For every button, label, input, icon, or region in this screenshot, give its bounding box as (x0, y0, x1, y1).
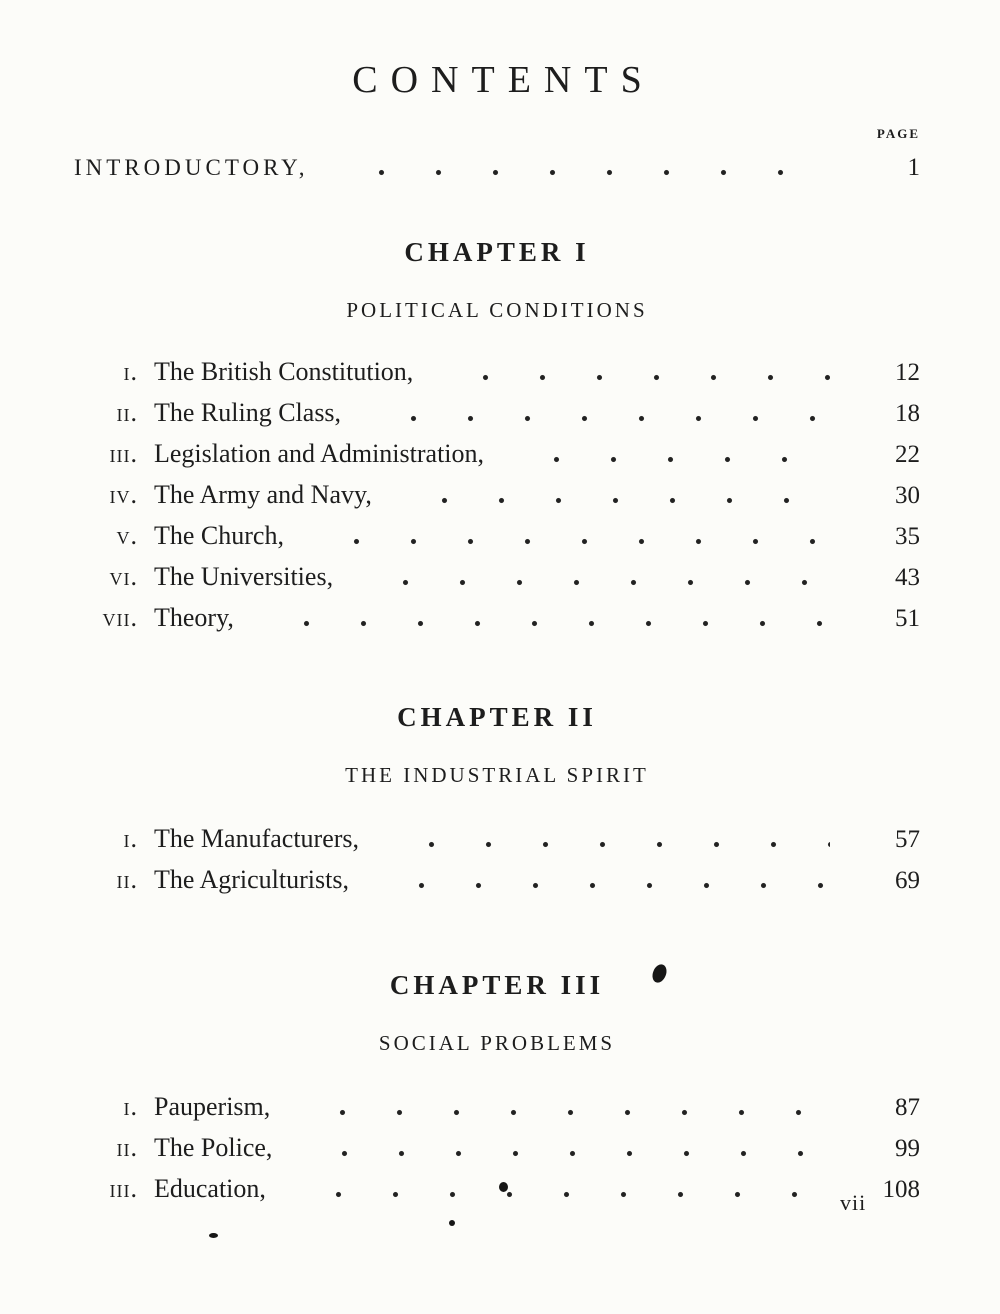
chapter-entries (74, 1087, 920, 1210)
toc-entry (74, 1128, 920, 1169)
entry-title: Pauperism, (154, 1092, 271, 1121)
dot-leader (402, 475, 830, 516)
chapter-subheading: POLITICAL CONDITIONS (346, 298, 648, 322)
entry-numeral: vi. (109, 562, 138, 591)
chapter-entries (74, 352, 920, 639)
chapter-heading: CHAPTER II (397, 702, 597, 732)
dot-leader (363, 557, 830, 598)
entry-page-number: 57 (895, 826, 920, 853)
entry-page-number: 69 (895, 867, 920, 894)
entry-title: INTRODUCTORY, (74, 155, 309, 180)
entry-page-number: 12 (895, 359, 920, 386)
entry-numeral: iii. (109, 1174, 138, 1203)
toc-entry (74, 819, 920, 860)
entry-title: Legislation and Administration, (154, 439, 485, 468)
dot-leader (339, 148, 830, 188)
dot-leader (371, 393, 830, 434)
chapter-heading: CHAPTER III (389, 970, 605, 1000)
entry-title: The Manufacturers, (154, 824, 360, 853)
entry-page-number: 43 (895, 564, 920, 591)
ink-blot (209, 1233, 218, 1238)
page-column-header (74, 126, 920, 142)
toc-entry (74, 860, 920, 901)
entry-numeral: ii. (116, 865, 138, 894)
entry-title: The Universities, (154, 562, 334, 591)
entry-title: The Agriculturists, (154, 865, 349, 894)
entry-page-number: 35 (895, 523, 920, 550)
dot-leader (389, 819, 830, 860)
entry-title: The British Constitution, (154, 357, 414, 386)
entry-title: Theory, (154, 603, 234, 632)
dot-leader (443, 352, 830, 393)
toc-entry (74, 434, 920, 475)
entry-title: The Police, (154, 1133, 273, 1162)
entry-numeral: v. (116, 521, 138, 550)
chapter-subheading: THE INDUSTRIAL SPIRIT (345, 763, 649, 787)
toc-entry (74, 1169, 920, 1210)
chapter-subheading: SOCIAL PROBLEMS (378, 1031, 616, 1055)
page-column-label: PAGE (876, 126, 920, 141)
entry-numeral: iii. (109, 439, 138, 468)
entry-page-number: 22 (895, 441, 920, 468)
entry-page-number: 1 (907, 154, 920, 181)
toc-entry (74, 1087, 920, 1128)
dot-leader (514, 434, 830, 475)
entry-page-number: 51 (895, 605, 920, 632)
toc-entry (74, 557, 920, 598)
dot-leader (379, 860, 830, 901)
entry-title: Education, (154, 1174, 266, 1203)
chapter-entries (74, 819, 920, 901)
entry-numeral: iv. (109, 480, 138, 509)
chapter-heading: CHAPTER I (404, 237, 590, 267)
toc-entry (74, 598, 920, 639)
toc-entry (74, 475, 920, 516)
entry-page-number: 18 (895, 400, 920, 427)
entry-numeral: i. (123, 357, 138, 386)
entry-numeral: ii. (116, 1133, 138, 1162)
toc-entry-introductory (74, 148, 920, 188)
entry-page-number: 108 (882, 1176, 920, 1203)
page-title: CONTENTS (352, 59, 655, 101)
ink-blot (499, 1182, 508, 1192)
dot-leader (302, 1128, 830, 1169)
entry-page-number: 30 (895, 482, 920, 509)
chapter-3-section (74, 967, 920, 1210)
toc-entry (74, 393, 920, 434)
entry-page-number: 87 (895, 1094, 920, 1121)
entry-numeral: i. (123, 824, 138, 853)
entry-numeral: ii. (116, 398, 138, 427)
toc-entry (74, 352, 920, 393)
entry-title: The Army and Navy, (154, 480, 372, 509)
entry-numeral: i. (123, 1092, 138, 1121)
dot-leader (296, 1169, 830, 1210)
dot-leader (264, 598, 830, 639)
chapter-1-section (74, 234, 920, 639)
toc-entry (74, 516, 920, 557)
folio-page-number: vii (840, 1190, 867, 1215)
entry-title: The Church, (154, 521, 284, 550)
ink-blot (449, 1220, 455, 1226)
entry-page-number: 99 (895, 1135, 920, 1162)
entry-title: The Ruling Class, (154, 398, 342, 427)
dot-leader (300, 1087, 830, 1128)
chapter-2-section (74, 699, 920, 901)
dot-leader (314, 516, 830, 557)
entry-numeral: vii. (102, 603, 138, 632)
